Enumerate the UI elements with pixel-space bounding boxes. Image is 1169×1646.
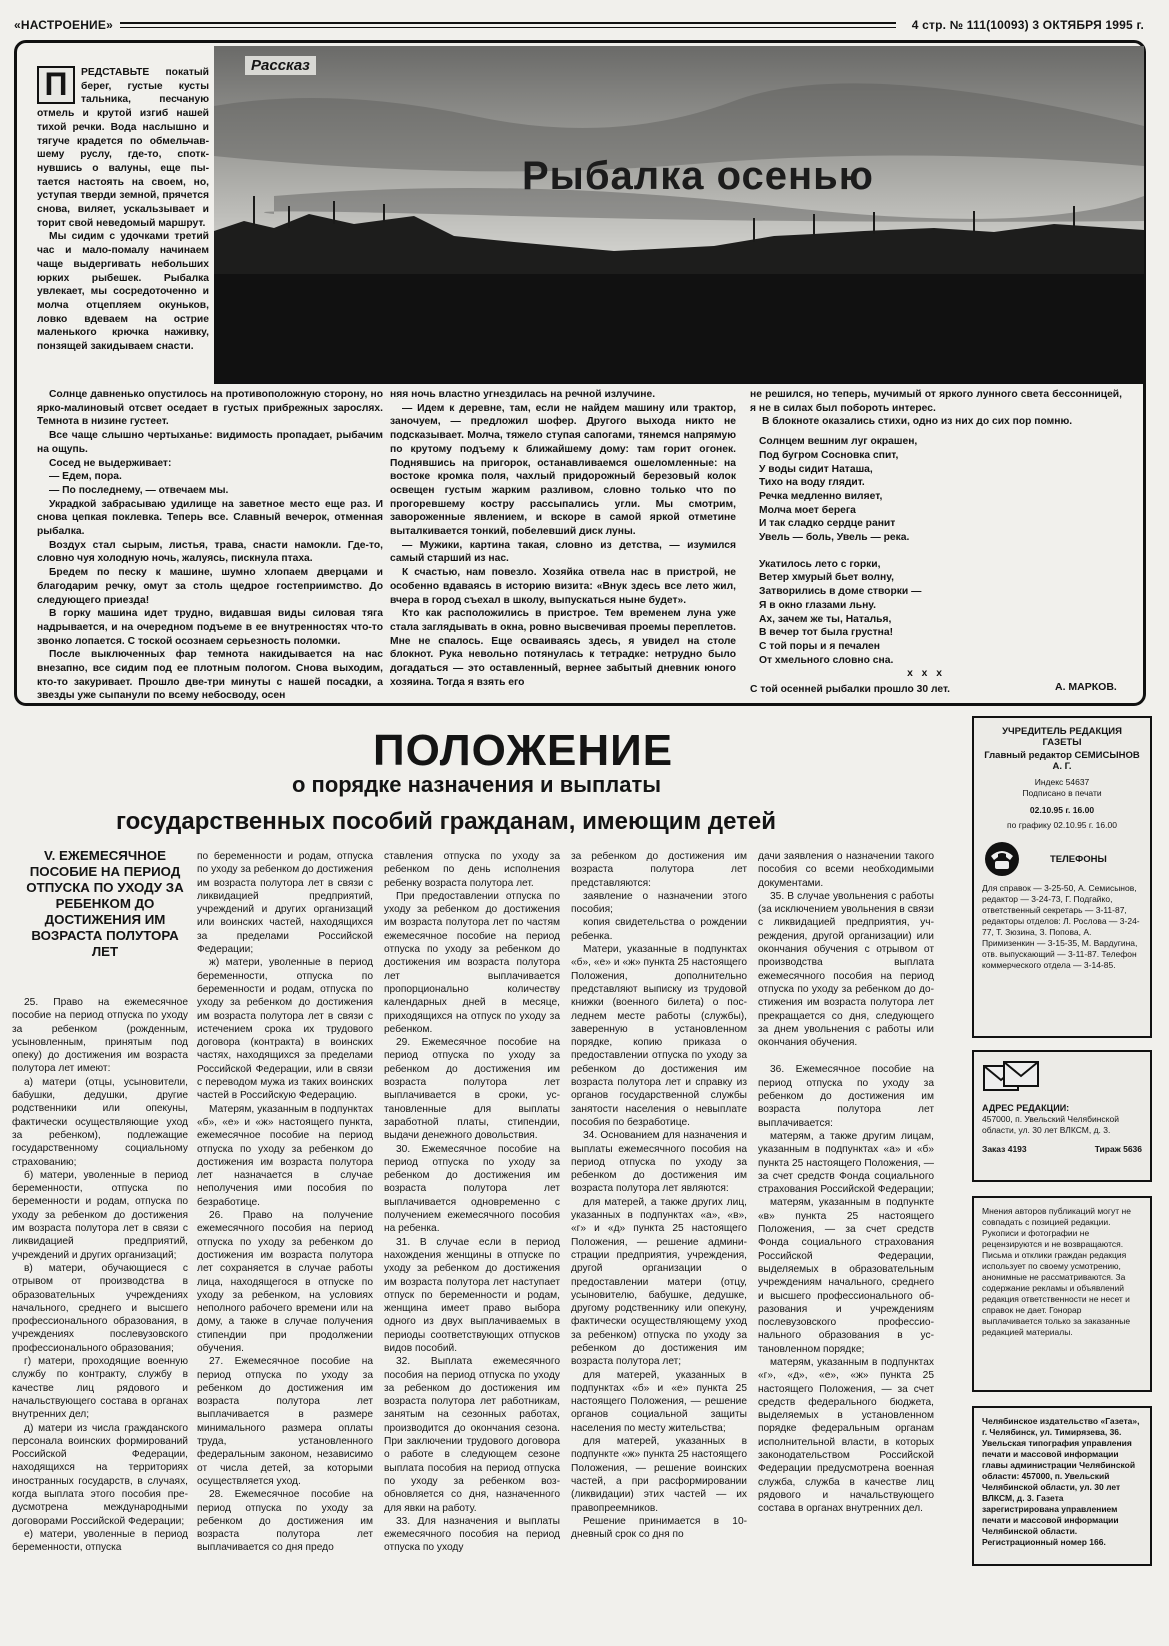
paragraph: копия свидетельства о рождении ребенка. — [571, 917, 747, 942]
paragraph: 32. Выплата ежемесячного пособия на период отпуска по уходу за ребенком до достижения им возраста полутора лет работникам, занятым на сезонных работах, производится до окончания сезона. При заключении трудового договора о работе в следующем сезоне выплата пособия на период отпуска по уходу за ребенком возобновляется со дня, назначенного для явки на работу. — [384, 1356, 560, 1514]
address-title: АДРЕС РЕДАКЦИИ: — [982, 1103, 1070, 1113]
paragraph: за ребенком до достижения им возраста полутора лет представляются: — [571, 851, 747, 889]
print-run: Тираж 5636 — [1094, 1144, 1142, 1154]
story-title: Рыбалка осенью — [522, 154, 874, 198]
paragraph: 31. В случае если в период нахождения женщины в отпуске по уходу за ребенком до достижения им возраста полутора лет наступает отпуск по беременности и родам, женщина имеет право выбора одного из двух выплачиваемых в периоды соответствующих отпусков видов пособий. — [384, 1236, 560, 1354]
poem-line: Ах, зачем же ты, Наталья, — [759, 613, 892, 625]
spacer — [758, 1049, 934, 1063]
paragraph: 35. В случае увольнения с работы (за исключением увольнения в связи с ликвидацией предприятия, учреждения, другой организации) или окончания обучения с отрывом от производства выплата ежемесячного пособия на период отпуска по уходу за ребенком до достижения им возраста полутора лет прекращается со дня, следующего за днем увольнения с работы или окончания обучения. — [758, 890, 934, 1049]
paragraph: Солнце давненько опустилось на противоположную сторону, но ярко-малиновый отсвет оседает в густых прибрежных зарослях. Темнота в низине густеет. — [37, 389, 383, 428]
paragraph: 34. Основанием для назначения и выплаты ежемесячного пособия на период отпуска по уходу за ребенком до достижения им возраста полутора лет являются: — [571, 1130, 747, 1195]
phones-title: ТЕЛЕФОНЫ — [1050, 853, 1107, 865]
article-column-5 — [758, 850, 934, 1636]
poem — [750, 435, 1122, 667]
poem-line: Солнцем вешним луг окрашен, — [759, 436, 918, 448]
paragraph: Матерям, указанным в подпунктах «б», «е» и «ж» настоящего пункта, ежемесячное пособие на период отпуска по уходу за ребенком до достижения им возраста полутора лет назначается в случае неполучения ими пособия по безработице. — [197, 1103, 373, 1208]
editorial-notes: Мнения авторов публикаций могут не совпадать с позицией редакции. Рукописи и фотографии не рецензируются и не возвращаются. Письма и отклики граждан редакция использует по своему усмотрению, анонимные не рассматриваются. За содержание рекламы и объявлений редакция ответственности не несет и справок не дает. Гонорар выплачивается только за заказанные редакцией материалы. — [982, 1206, 1131, 1337]
paragraph: матерям, указанным в подпунктах «г», «д», «е», «ж» пункта 25 настоящего Положения, — за счет средств федерального бюджета, выделяемых в установленном порядке федеральным органам исполнительной власти, в которых законодательством Российской Федерации предусмотрена военная служба, служба в качестве лиц рядового и начальствующего состава в органах внутренних дел. — [758, 1356, 934, 1515]
founder-label: УЧРЕДИТЕЛЬ РЕДАКЦИЯ ГАЗЕТЫ — [1002, 726, 1122, 748]
article-column-1 — [12, 996, 188, 1636]
article-column-4 — [571, 850, 747, 1636]
paragraph: а) матери (отцы, усыновители, бабушки, дедушки, другие родственники или опекуны, фактически осуществляющие уход за ребенком), подлежащие государственному социальному страхованию; — [12, 1076, 188, 1168]
article-column-3 — [384, 850, 560, 1636]
paragraph: для матерей, указанных в подпунктах «б» и «е» пункта 25 настоящего Положения, — решение органов социальной защиты населения по месту жительства; — [571, 1369, 747, 1434]
printing-info: Челябинское издательство «Газета», г. Челябинск, ул. Тимирязева, 36. Увельская типография управления печати и массовой информации главы администрации Челябинской области: 457000, п. Увельский Челябинской области, ул. 30 лет ВЛКСМ, д. 3. Газета зарегистрирована управлением печати и массовой информации Челябинской области. Регистрационный номер 166. — [982, 1416, 1140, 1547]
poem-line: Ветер хмурый бьет волну, — [759, 572, 895, 584]
paragraph: Матери, указанные в подпунктах «б», «е» и «ж» пункта 25 настоящего Положения, дополнительно представляют выписку из трудовой книжки (военного билета) о последнем месте работы (службы), заверенную в установленном порядке, копию приказа о предоставлении отпуска по уходу за ребенком до достижения им возраста полутора лет и справку из органов государственной службы занятости населения о невыплате пособия по безработице. — [571, 944, 747, 1128]
paragraph: 30. Ежемесячное пособие на период отпуска по уходу за ребенком до достижения им возраста полутора лет выплачивается одновременно с получением ежемесячного пособия на ребенка. — [384, 1143, 560, 1235]
paragraph: в) матери, обучающиеся с отрывом от производства в образовательных учреждениях начального, среднего и высшего профессионального образования, в учреждениях послевузовского профессионального образования; — [12, 1262, 188, 1354]
paragraph: 26. Право на получение ежемесячного пособия на период отпуска по уходу за ребенком до достижения им возраста полутора лет сохраняется в случае работы лица, находящегося в отпуске по уходу за ребенком, на условиях неполного рабочего времени или на дому, а также в случае получения стипендии при продолжении обучения. — [197, 1210, 373, 1354]
phones-header — [982, 841, 1142, 877]
paragraph: заявление о назначении этого пособия; — [571, 890, 747, 916]
paragraph: К счастью, нам повезло. Хозяйка отвела нас в пристрой, не особенно вдаваясь в историю визита: «Внук здесь все лето жил, вчера в город съехал в школу, выпускаться ныне будет». — [390, 567, 736, 606]
imprint-box — [972, 716, 1152, 1038]
poem-line: Молча моет берега — [759, 504, 856, 516]
poem-line: Речка медленно виляет, — [759, 490, 883, 502]
poem-line: Затворились в доме створки — — [759, 586, 922, 598]
paragraph: 27. Ежемесячное пособие на период отпуска по уходу за ребенком до достижения им возраста полутора лет выплачивается в размере минимального размера оплаты труда, установленного федеральным законом, независимо от числа детей, за которыми осуществляется уход. — [197, 1356, 373, 1487]
rubric-label: Рассказ — [245, 56, 316, 75]
paragraph: д) матери из числа гражданского персонала воинских формирований Российской Федерации, находящихся на территориях иностранных государств, в случаях, когда выплата этого пособия предусмотрена международными договорами Российской Федерации; — [12, 1422, 188, 1527]
paragraph: б) матери, уволенные в период беременности, отпуска по беременности и родам, отпуска по уходу за ребенком до достижения им возраста полутора лет в связи с ликвидацией предприятий, учреждений и других организаций; — [12, 1169, 188, 1261]
story-column-2 — [390, 388, 736, 688]
poem-line: И так сладко сердце ранит — [759, 518, 896, 530]
paragraph: Украдкой забрасываю удилище на заветное место еще раз. И снова цепкая поклевка. Теперь все. Славный вечерок, отменная рыбалка. — [37, 498, 383, 538]
paragraph: матерям, а также другим лицам, указанным в подпунктах «а» и «б» пункта 25 настоящего Положения, — за счет средств Фонда социального страхования Российской Федерации; — [758, 1130, 934, 1196]
section-heading: V. ЕЖЕМЕСЯЧНОЕ ПОСОБИЕ НА ПЕРИОД ОТПУСКА ПО УХОДУ ЗА РЕБЕНКОМ ДО ДОСТИЖЕНИЯ ИМ ВОЗРАСТА ПОЛУТОРА ЛЕТ — [26, 848, 184, 959]
story-column-1 — [37, 388, 383, 702]
paragraph: 28. Ежемесячное пособие на период отпуска по уходу за ребенком до достижения им возраста полутора лет выплачивается со дня предо — [197, 1489, 373, 1554]
paragraph: матерям, указанным в подпункте «в» пункта 25 настоящего Положения, — за счет средств Фонда социального страхования Российской Федерации, выделяемых в образовательным учреждениям начального, среднего и высшего профессионального образования и учреждениям послевузовского профессионального образования в установленном порядке; — [758, 1197, 934, 1355]
address-text: 457000, п. Увельский Челябинской области, ул. 30 лет ВЛКСМ, д. 3. — [982, 1114, 1119, 1135]
envelope-icon — [982, 1060, 1042, 1094]
story-lead-column — [37, 66, 209, 384]
paragraph: 25. Право на ежемесячное пособие на период отпуска по уходу за ребенком (рожденным, усыновленным, принятым под опеку) до достижения им возраста полутора лет имеют: — [12, 997, 188, 1075]
paragraph: — По последнему, — отвечаем мы. — [49, 484, 229, 496]
paragraph: для матерей, а также других лиц, указанных в подпунктах «а», «в», «г» и «д» пункта 25 настоящего Положения, — решение администрации предприятия, учреждения, другой организации о предоставлении матери (отцу, усыновителю, бабушке, дедушке, другому родственнику или опекуну, фактически осуществляющему уход за ребенком) отпуска по уходу за ребенком до достижения им возраста полутора лет; — [571, 1196, 747, 1368]
paragraph: В горку машина идет трудно, видавшая виды силовая тяга надрывается, и на очередном подъеме в ее внутренностях что-то звонко лопается. С тоской осознаем серьезность поломки. — [37, 608, 383, 647]
notes-box — [972, 1196, 1152, 1392]
paragraph: При предоставлении отпуска по уходу за ребенком до достижения им возраста полутора лет по частям ежемесячное пособие на период отпуска по уходу за ребенком до достижения им возраста полутора лет выплачивается пропорционально количеству календарных дней в месяце, приходящихся на отпуск по уходу за ребенком. — [384, 890, 560, 1035]
paragraph: по беременности и родам, отпуска по уходу за ребенком до достижения им возраста полутора лет в связи с ликвидацией предприятий, учреждений и других организаций или воинских частей, находящихся за пределами Российской Федерации; — [197, 851, 373, 956]
story-ending: С той осенней рыбалки прошло 30 лет. — [750, 684, 950, 696]
poem-line: Укатилось лето с горки, — [759, 558, 881, 570]
paragraph: Решение принимается в 10-дневный срок со дня по — [571, 1515, 747, 1541]
paragraph: — Идем к деревне, там, если не найдем машину или трактор, заночуем, — предложил шофер. Другого выхода никто не подсказывает. Молча, тяжело ступая сапогами, тянемся напрямую по крутому подъему к ближайшему дому: там горит огонек. Поднявшись на пригорок, останавливаемся ошеломленные: на востоке кромка поля, чахлый придорожный березовый колок освещен густым жарким разливом, словно только что по прогоревшему костру рассыпались угли. Мы смотрим, завороженные явлением, и вскоре в самой яркой отметине выталкивается тонкий, побелевший диск луны. — [390, 402, 736, 538]
paragraph: Все чаще слышно чертыханье: видимость пропадает, рыбачим на ощупь. — [37, 430, 383, 455]
address-box — [972, 1050, 1152, 1182]
story-lead-p2: Мы сидим с удочками третий час и мало-помалу начинаем чаще выдергивать небольших юрких рыбешек. Рыбалка увлекает, мы сосредоточенно и молча отцепляем окуньков, ловко вдеваем на острие маленького крючка наживку, понзящей закидываем снасти. — [37, 231, 209, 353]
paragraph: е) матери, уволенные в период беременности, отпуска — [12, 1528, 188, 1554]
phones-text: Для справок — 3-25-50, А. Семисынов, редактор — 3-24-73, Г. Подгайко, ответственный секретарь — 3-11-87, редакторы отделов: Л. Рослова — 3-24-77, Т. Зюзина, З. Попова, А. Примизенкин — 3-15-35, М. Вардугина, отв. выпускающий — 3-11-87. Телефон коммерческого отдела — 3-14-85. — [982, 883, 1140, 970]
telephone-icon — [982, 841, 1022, 877]
paragraph: для матерей, указанных в подпункте «ж» пункта 25 настоящего Положения, — решение воинских частей, а при расформировании (ликвидации) этих частей — их правопреемников. — [571, 1436, 747, 1514]
landscape-photo — [214, 46, 1144, 384]
poem-line: Тихо на воду глядит. — [759, 477, 865, 489]
paragraph: — Едем, пора. — [49, 471, 122, 483]
editor-label: Главный редактор СЕМИСЫНОВ А. Г. — [984, 750, 1140, 772]
poem-line: У воды сидит Наташа, — [759, 463, 873, 475]
paragraph: Кто как расположились в пристрое. Тем временем луна уже стала заглядывать в окна, ровно высвечивая проемы переплетов. Мне не спалось. Еще осваиваясь здесь, я увидел на столе блокнот. Рука невольно потянулась к тетрадке: нетрудно было догадаться — это оставленный, вернее забытый дневник юного хозяина. Тогда я взять его — [390, 608, 736, 688]
paragraph: дачи заявления о назначении такого пособия со всеми необходимыми документами. — [758, 851, 934, 889]
article-subtitle-2: государственных пособий гражданам, имеющим детей — [116, 808, 777, 835]
article-title: ПОЛОЖЕНИЕ — [373, 726, 674, 775]
paragraph: г) матери, проходящие военную службу по контракту, службу в качестве лиц рядового и начальствующего состава в органах внутренних дел; — [12, 1356, 188, 1421]
paragraph: Сосед не выдерживает: — [49, 457, 172, 469]
paragraph: После выключенных фар темнота накидывается на нас внезапно, все сидим под ее плотным пологом. Снова выходим, кто-то закуривает. Прошло две-три минуты с нашей посадки, а звезды уже сыпанули по всему небосводу, осен — [37, 649, 383, 702]
order-number: Заказ 4193 — [982, 1144, 1027, 1154]
paragraph: 33. Для назначения и выплаты ежемесячного пособия на период отпуска по уходу — [384, 1515, 560, 1554]
poem-line: От хмельного словно сна. — [759, 654, 894, 666]
signed-date: 02.10.95 г. 16.00 — [1029, 805, 1095, 815]
paragraph: 36. Ежемесячное пособие на период отпуска по уходу за ребенком до достижения им возраста полутора лет выплачивается: — [758, 1064, 934, 1129]
printing-box — [972, 1406, 1152, 1566]
article-subtitle-1: о порядке назначения и выплаты — [292, 772, 662, 797]
story-column-3 — [750, 388, 1122, 696]
author-signature: А. МАРКОВ. — [1055, 681, 1117, 693]
poem-line: В вечер тот была грустна! — [759, 627, 893, 639]
stanza-break — [759, 545, 1122, 558]
header-rule — [120, 22, 896, 28]
paragraph: 29. Ежемесячное пособие на период отпуска по уходу за ребенком до достижения им возраста полутора лет выплачивается в сроки, установленные для выплаты заработной платы, стипендии, выдачи денежного довольствия. — [384, 1037, 560, 1142]
paper-name: «НАСТРОЕНИЕ» — [14, 18, 113, 32]
paragraph: В блокноте оказались стихи, одно из них до сих пор помню. — [762, 416, 1073, 428]
poem-line: Я в окно глазами льну. — [759, 599, 876, 611]
index-label: Индекс 54637 — [1034, 777, 1090, 787]
page-header — [14, 16, 1144, 36]
paragraph: Бредем по песку к машине, шумно хлопаем дверцами и благодарим речку, омут за столь щедрое гостеприимство. До следующего приезда! — [37, 567, 383, 606]
drop-cap: П — [37, 66, 75, 104]
poem-line: С той поры и я печален — [759, 640, 880, 652]
story-lead-p1: РЕДСТАВЬТЕ покатый берег, густые кусты тальника, песчаную отмель и крутой изгиб нашей тихой речки. Вода наслышно и тягуче крадется по обмельчавшему руслу, где-то, споткнувшись о валуны, еще пытается настоять на своем, но, уступая тверди земной, прячется снова, виляет, ускальзывает и торит свой неведомый маршрут. — [37, 67, 209, 229]
paragraph: ставления отпуска по уходу за ребенком по день исполнения ребенку возраста полутора лет. — [384, 851, 560, 889]
paragraph: не решился, но теперь, мучимый от яркого лунного света бессонницей, я не в силах был побороть интерес. — [750, 389, 1122, 414]
poem-line: Увель — боль, Увель — река. — [759, 532, 910, 544]
paragraph: няя ночь властно угнездилась на речной излучине. — [390, 389, 656, 400]
poem-line: Под бугром Сосновка спит, — [759, 449, 899, 461]
stars-divider: x x x — [907, 668, 942, 680]
issue-info: 4 стр. № 111(10093) 3 ОКТЯБРЯ 1995 г. — [911, 18, 1144, 32]
paragraph: Воздух стал сырым, листья, трава, снасти намокли. Где-то, словно чуя холодную ночь, жалуясь, пискнула птаха. — [37, 539, 383, 565]
schedule-date: по графику 02.10.95 г. 16.00 — [1007, 820, 1117, 830]
paragraph: — Мужики, картина такая, словно из детства, — изумился самый старший из нас. — [390, 539, 736, 565]
print-info — [982, 1144, 1142, 1155]
signed-label: Подписано в печати — [1022, 788, 1102, 798]
paragraph: ж) матери, уволенные в период беременности, отпуска по беременности и родам, отпуска по уходу за ребенком до достижения им возраста полутора лет в связи с истечением срока их трудового договора (контракта) в воинских частях, находящихся за пределами Российской Федерации, или в связи с переводом мужа из таких воинских частей в Российскую Федерацию. — [197, 957, 373, 1102]
article-column-2 — [197, 850, 373, 1636]
